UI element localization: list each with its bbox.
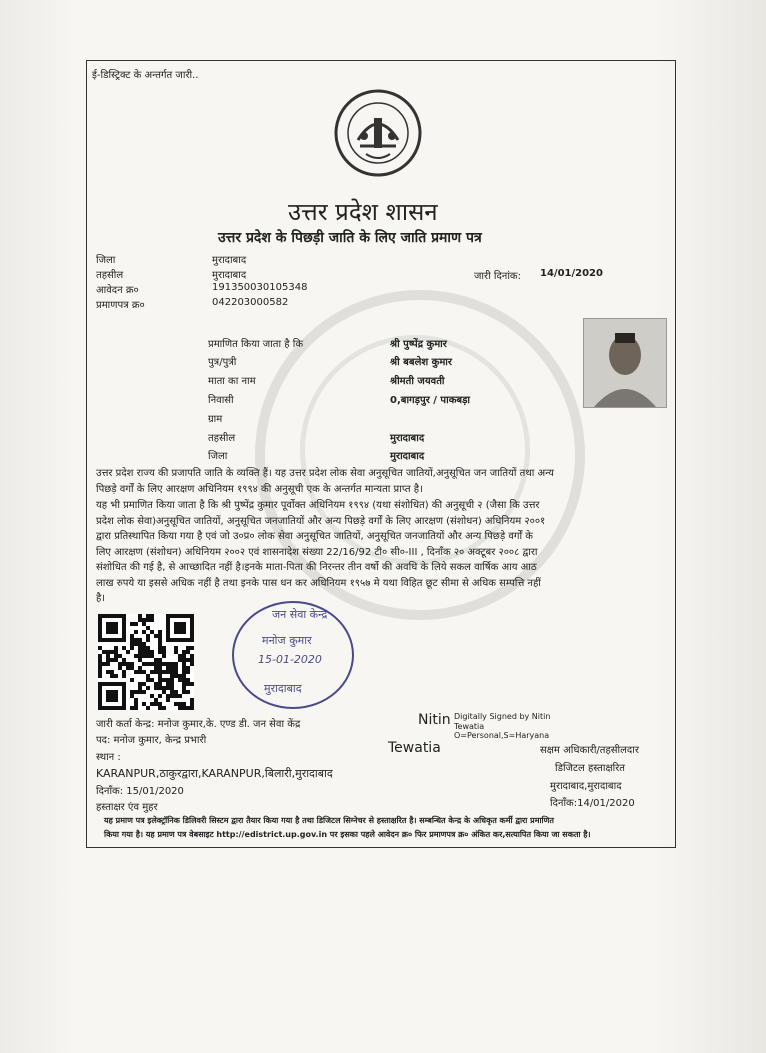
- footer-note-line: यह प्रमाण पत्र इलेक्ट्रॉनिक डिलिवरी सिस्टम द्वारा तैयार किया गया है तथा डिजिटल सिग्नेचर से हस्ताक्षरित है। सम्बन्धित केन्द्र के अधिकृत कर्मी द्वारा प्रमाणित: [104, 816, 554, 825]
- resident-label: निवासी: [208, 395, 234, 406]
- paragraph-line: पिछड़े वर्गों के लिए आरक्षण अधिनियम १९९४ की अनुसूची एक के अन्तर्गत मान्यता प्राप्त है।: [96, 483, 423, 495]
- paragraph-line: है।: [96, 593, 106, 604]
- stamp-name: मनोज कुमार: [262, 634, 312, 647]
- stamp-bottom-text: मुरादाबाद: [264, 682, 302, 695]
- stamp-date: 15-01-2020: [258, 653, 322, 666]
- certified-label: प्रमाणित किया जाता है कि: [208, 339, 304, 350]
- certificate-label: प्रमाणपत्र क्र०: [96, 300, 145, 311]
- place-value: KARANPUR,ठाकुरद्वारा,KARANPUR,बिलारी,मुरादाबाद: [96, 767, 333, 780]
- authority-designation: सक्षम अधिकारी/तहसीलदार: [540, 745, 639, 756]
- paragraph-line: लाख रुपये या इससे अधिक नहीं है तथा इनके पास धन कर अधिनियम १९५७ मे यथा विहित छूट सीमा से अधिक सम्पत्ति नहीं: [96, 577, 541, 589]
- mother-name: श्रीमती जयवती: [390, 376, 445, 387]
- place-label: स्थान :: [96, 752, 121, 763]
- footer-note-line: किया गया है। यह प्रमाण पत्र वेबसाइट http://edistrict.up.gov.in पर इसका पहले आवेदन क्र० फिर प्रमाणपत्र क्र० अंकित कर,सत्यापित किया जा सकता है।: [104, 830, 591, 839]
- district-label: जिला: [96, 255, 116, 266]
- applicant-photo: [583, 318, 667, 408]
- person-district-label: जिला: [208, 451, 228, 462]
- issue-date-label: जारी दिनांक:: [474, 271, 521, 282]
- parent-label: पुत्र/पुत्री: [208, 357, 237, 368]
- digital-signature-detail: Digitally Signed by Nitin: [454, 712, 551, 721]
- stamp-ring-text: जन सेवा केन्द्र: [272, 608, 328, 621]
- person-district-value: मुरादाबाद: [390, 451, 425, 462]
- top-note: ई-डिस्ट्रिक्ट के अन्तर्गत जारी..: [92, 70, 199, 81]
- paragraph-line: उत्तर प्रदेश राज्य की प्रजापति जाति के व्यक्ति हैं। यह उत्तर प्रदेश लोक सेवा अनुसूचित जातियों,अनुसूचित जन जातियों तथा अन्य: [96, 468, 554, 479]
- tehsil-value: मुरादाबाद: [212, 270, 247, 281]
- issuer-date: दिनाँक: 15/01/2020: [96, 786, 184, 797]
- application-number: 191350030105348: [212, 282, 308, 293]
- authority-date: दिनाँक:14/01/2020: [550, 798, 635, 809]
- paragraph-line: लिए आरक्षण (संशोधन) अधिनियम २००२ एवं शासनादेश संख्या 22/16/92 टी० सी०-III , दिनाँक २० अक्टूबर २००८ द्वारा: [96, 546, 538, 558]
- tehsil-label: तहसील: [96, 270, 124, 281]
- jan-seva-kendra-stamp: [232, 601, 354, 709]
- paragraph-line: संशोधित की गई है, से आच्छादित नहीं है।इनके माता-पिता की निरन्तर तीन वर्षो की अवधि के लिये सकल वार्षिक आय आठ: [96, 562, 537, 573]
- authority-location: मुरादाबाद,मुरादाबाद: [550, 781, 622, 792]
- paragraph-line: प्रदेश लोक सेवा)अनुसूचित जातियों, अनुसूचित जनजातियों और अन्य पिछड़े वर्गों के लिए आरक्षण (संशोधन) अधिनियम २००१: [96, 515, 546, 527]
- sign-and-seal: हस्ताक्षर एंव मुहर: [96, 802, 158, 813]
- certificate-number: 042203000582: [212, 297, 289, 308]
- paragraph-line: द्वारा प्रतिस्थापित किया गया है एवं जो उ०प्र० लोक सेवा अनुसूचित जातियों, अनुसूचित जनजातियों और अन्य पिछड़े वर्गों के: [96, 531, 533, 542]
- digital-signature-detail: O=Personal,S=Haryana: [454, 731, 550, 740]
- digital-signer-first-name: Nitin: [418, 712, 451, 728]
- district-value: मुरादाबाद: [212, 255, 247, 266]
- application-label: आवेदन क्र०: [96, 285, 139, 296]
- issuing-center: जारी कर्ता केन्द्र: मनोज कुमार,के. एण्ड डी. जन सेवा केंद्र: [96, 719, 301, 730]
- mother-label: माता का नाम: [208, 376, 256, 387]
- person-tehsil-label: तहसील: [208, 433, 236, 444]
- issuer-post: पद: मनोज कुमार, केन्द्र प्रभारी: [96, 735, 207, 746]
- parent-name: श्री बबलेश कुमार: [390, 357, 452, 368]
- authority-digital-signed: डिजिटल हस्ताक्षरित: [555, 763, 625, 774]
- resident-value: 0,बागड़पुर / पाकबड़ा: [390, 395, 471, 406]
- village-label: ग्राम: [208, 414, 223, 425]
- issue-date-value: 14/01/2020: [540, 268, 603, 279]
- state-emblem-icon: [330, 88, 426, 178]
- person-tehsil-value: मुरादाबाद: [390, 433, 425, 444]
- page-title: उत्तर प्रदेश शासन: [288, 198, 438, 226]
- digital-signer-last-name: Tewatia: [388, 740, 441, 756]
- digital-signature-detail: Tewatia: [454, 722, 485, 731]
- applicant-name: श्री पुष्पेंद्र कुमार: [390, 339, 447, 350]
- certificate-subtitle: उत्तर प्रदेश के पिछड़ी जाति के लिए जाति प्रमाण पत्र: [218, 230, 482, 246]
- caste-paragraph: [96, 466, 668, 497]
- qr-code-icon: [98, 614, 194, 710]
- declaration-paragraph: [96, 498, 668, 607]
- paragraph-line: यह भी प्रमाणित किया जाता है कि श्री पुष्पेंद्र कुमार पूर्वोक्त अधिनियम १९९४ (यथा संशोधित) की अनुसूची २ (जैसा कि उत्तर: [96, 500, 540, 511]
